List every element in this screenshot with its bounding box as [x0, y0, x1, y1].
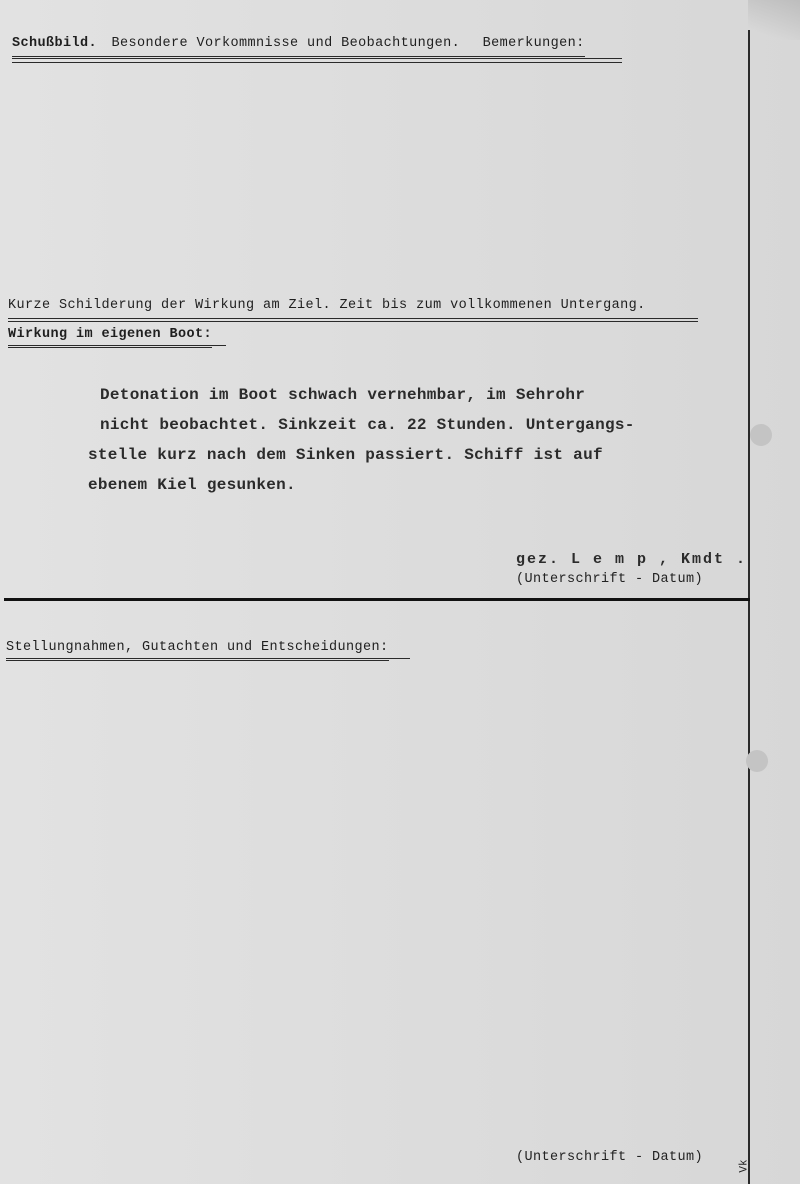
effect-underline: [8, 318, 698, 319]
signature: gez. L e m p , Kmdt .: [516, 551, 748, 568]
section-divider: [4, 598, 750, 601]
margin-mark: Vk: [738, 1159, 751, 1173]
label-wirkung-im-boot: Wirkung im eigenen Boot:: [8, 327, 213, 342]
signature-caption: (Unterschrift - Datum): [516, 572, 704, 587]
opinions-signature-caption: (Unterschrift - Datum): [516, 1150, 704, 1165]
report-line: Detonation im Boot schwach vernehmbar, im Sehrohr: [100, 386, 586, 404]
page-corner-shadow: [748, 0, 800, 40]
report-line: stelle kurz nach dem Sinken passiert. Schiff ist auf: [88, 446, 603, 464]
punch-hole: [750, 424, 772, 446]
label-bemerkungen: Bemerkungen:: [482, 36, 585, 51]
label-schussbild: Schußbild.: [12, 36, 98, 51]
label-stellungnahmen: Stellungnahmen, Gutachten und Entscheidungen:: [6, 640, 389, 655]
boot-underline: [8, 345, 226, 346]
label-wirkung-am-ziel: Kurze Schilderung der Wirkung am Ziel. Zeit bis zum vollkommenen Untergang.: [8, 298, 646, 313]
opinions-underline: [6, 658, 410, 659]
punch-hole: [746, 750, 768, 772]
header-underline: [12, 58, 622, 59]
effect-underline-2: [8, 321, 698, 322]
report-text: [88, 380, 688, 500]
report-line: ebenem Kiel gesunken.: [88, 476, 296, 494]
header-underline-2: [12, 62, 622, 63]
header-labels: [12, 36, 585, 53]
label-vorkommnisse: Besondere Vorkommnisse und Beobachtungen.: [111, 36, 461, 51]
report-line: nicht beobachtet. Sinkzeit ca. 22 Stunden. Untergangs-: [100, 416, 635, 434]
right-margin-rule: [748, 30, 750, 1184]
